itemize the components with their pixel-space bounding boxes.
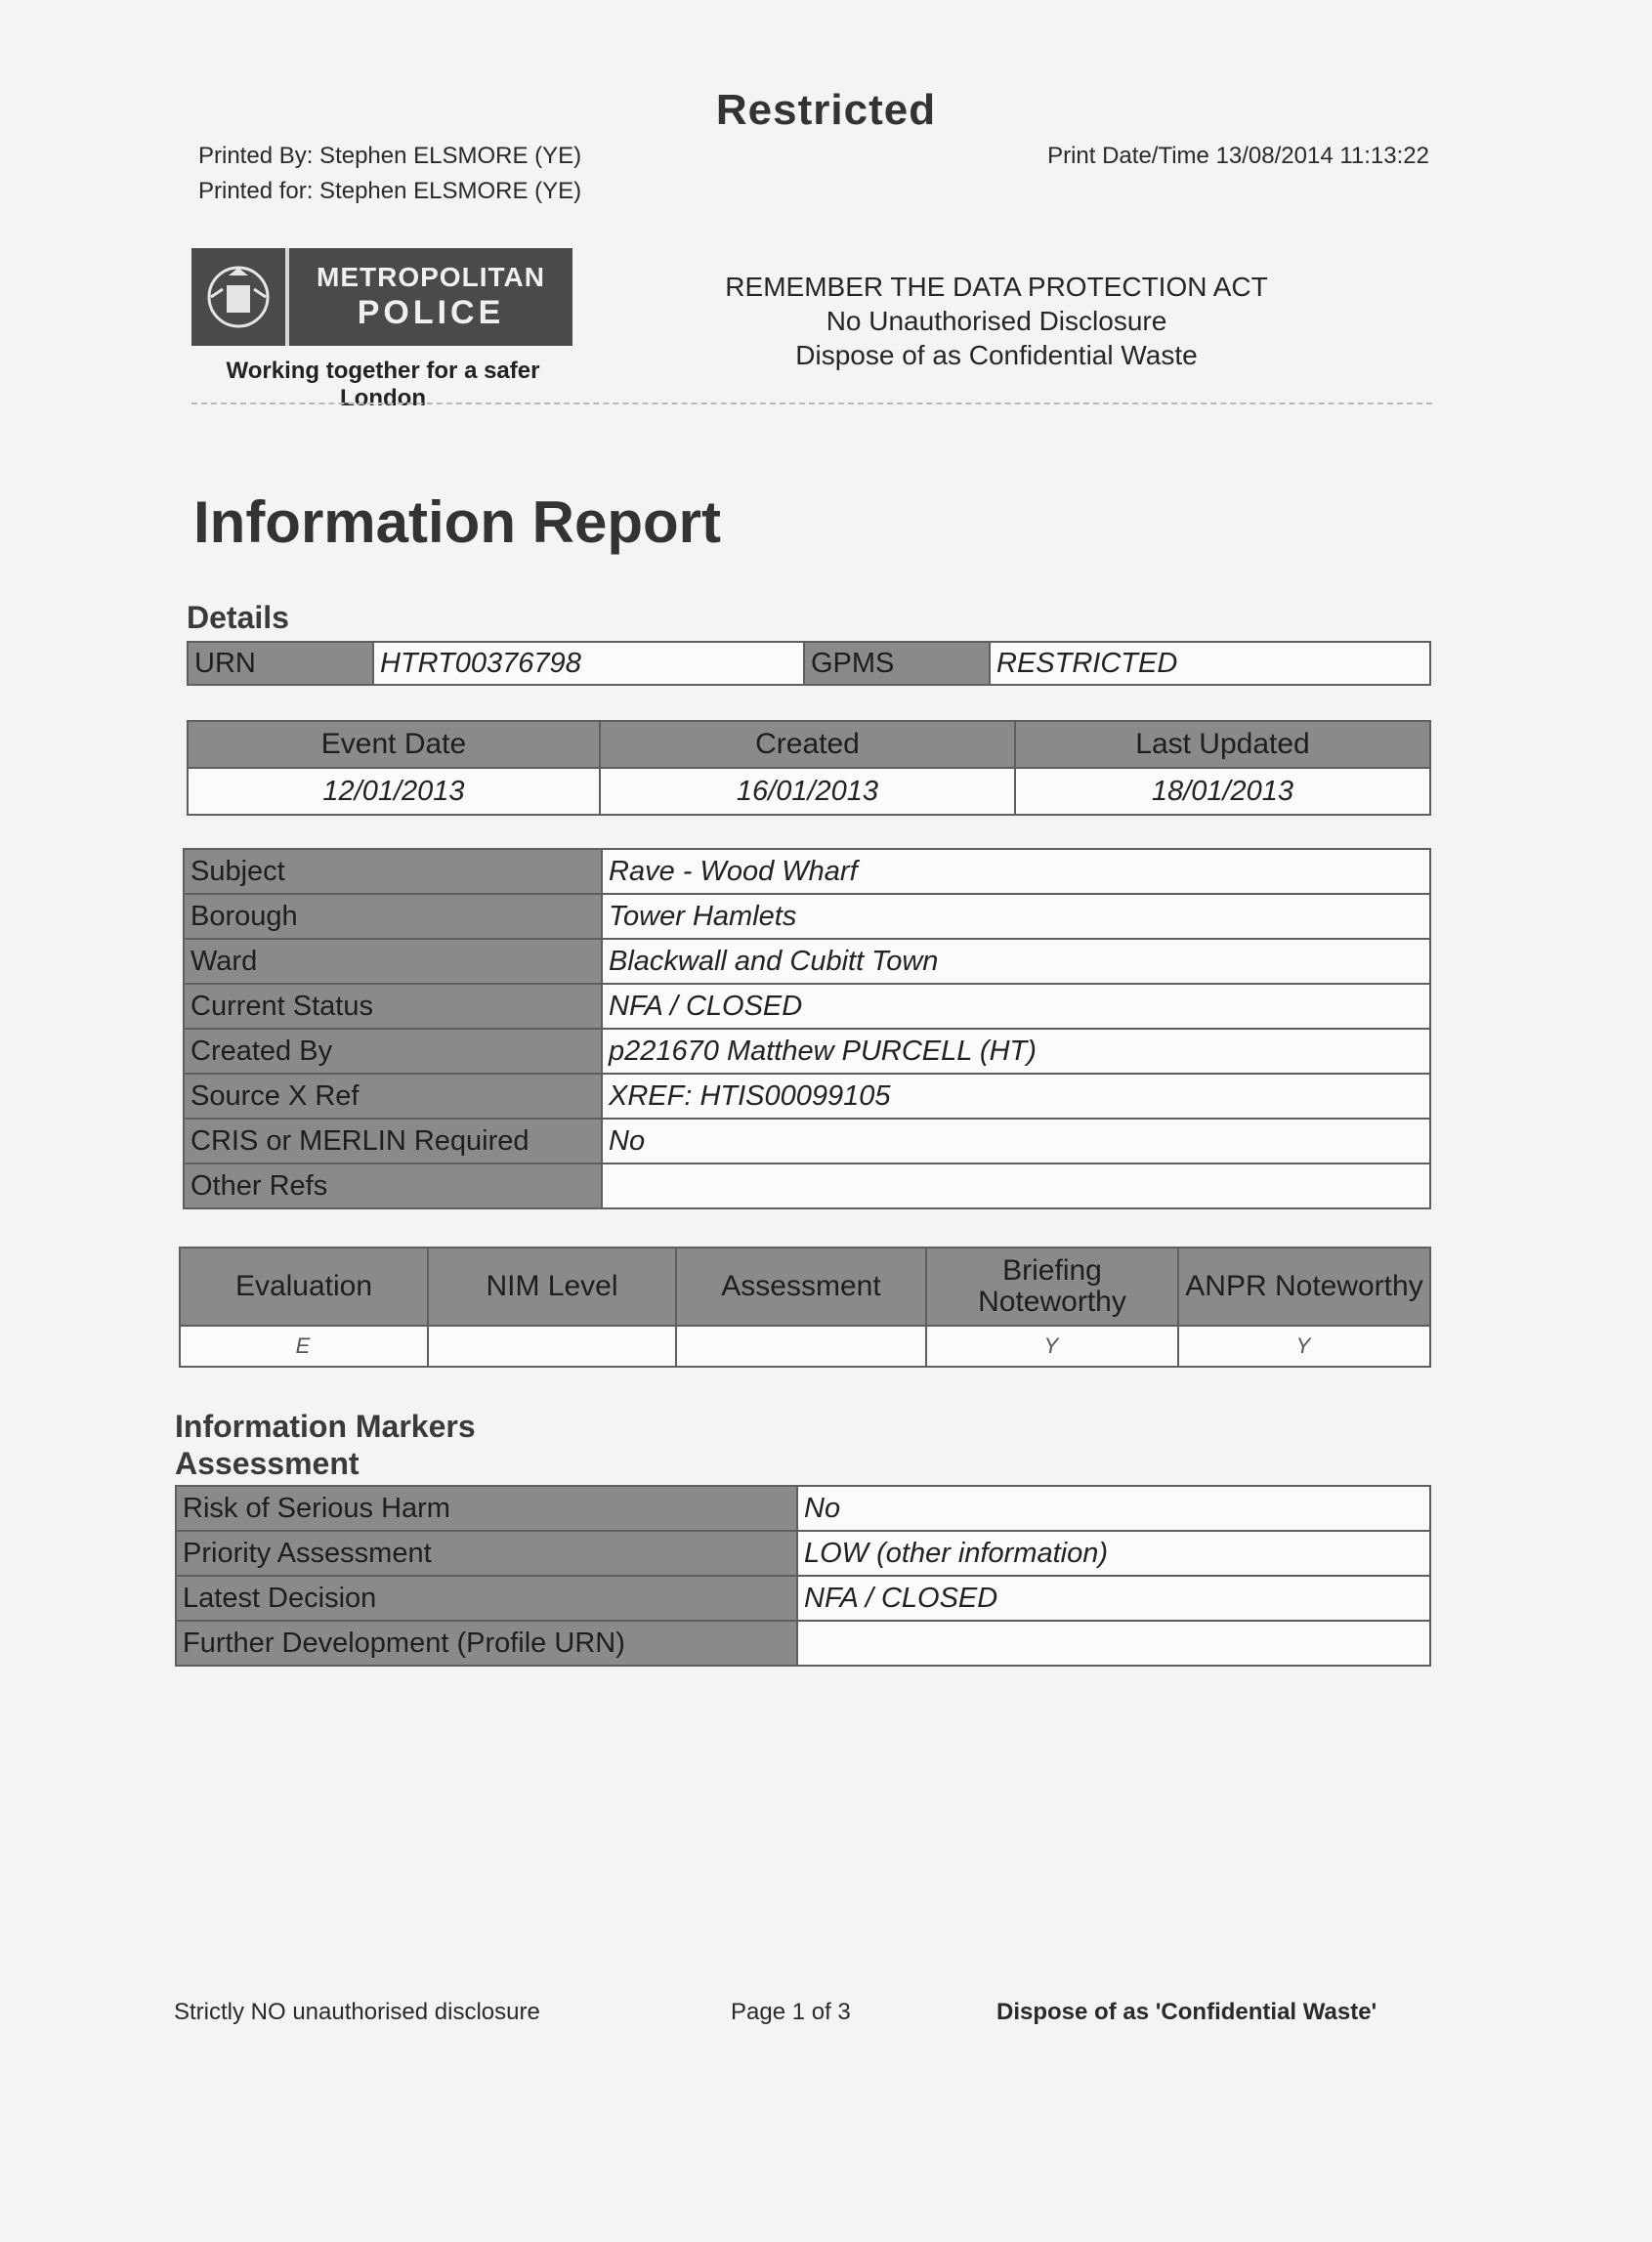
met-police-logo (191, 248, 572, 346)
subject-value: Rave - Wood Wharf (602, 849, 1430, 894)
event-date-value: 12/01/2013 (188, 768, 600, 815)
last-updated-value: 18/01/2013 (1015, 768, 1430, 815)
risk-harm-value: No (797, 1486, 1430, 1531)
notice-line1: REMEMBER THE DATA PROTECTION ACT (725, 272, 1268, 302)
details-label: Details (187, 600, 289, 635)
evaluation-value: E (180, 1326, 428, 1367)
created-by-value: p221670 Matthew PURCELL (HT) (602, 1029, 1430, 1074)
source-xref-label: Source X Ref (184, 1074, 602, 1119)
ward-label: Ward (184, 939, 602, 984)
priority-assessment-label: Priority Assessment (176, 1531, 797, 1576)
evaluation-header: Evaluation (180, 1248, 428, 1326)
borough-label: Borough (184, 894, 602, 939)
header-divider (191, 402, 1432, 404)
created-value: 16/01/2013 (600, 768, 1015, 815)
created-by-label: Created By (184, 1029, 602, 1074)
further-development-value (797, 1621, 1430, 1666)
logo-tagline: Working together for a safer London (226, 358, 540, 411)
briefing-noteworthy-value: Y (926, 1326, 1178, 1367)
printed-by: Printed By: Stephen ELSMORE (YE) (198, 143, 582, 169)
logo-line1: METROPOLITAN (317, 261, 545, 292)
page-number: Page 1 of 3 (731, 1999, 851, 2025)
crest-icon (191, 248, 289, 346)
urn-value: HTRT00376798 (373, 642, 804, 685)
current-status-value: NFA / CLOSED (602, 984, 1430, 1029)
classification-heading: Restricted (715, 86, 937, 134)
ward-value: Blackwall and Cubitt Town (602, 939, 1430, 984)
data-protection-notice (674, 270, 1319, 372)
last-updated-header: Last Updated (1015, 721, 1430, 768)
urn-label: URN (188, 642, 373, 685)
markers-table (175, 1485, 1431, 1667)
notice-line2: No Unauthorised Disclosure (826, 306, 1167, 336)
footer-left: Strictly NO unauthorised disclosure (174, 1999, 540, 2025)
borough-value: Tower Hamlets (602, 894, 1430, 939)
dates-table (187, 720, 1431, 816)
anpr-noteworthy-header: ANPR Noteworthy (1178, 1248, 1430, 1326)
further-development-label: Further Development (Profile URN) (176, 1621, 797, 1666)
briefing-noteworthy-header: Briefing Noteworthy (926, 1248, 1178, 1326)
priority-assessment-value: LOW (other information) (797, 1531, 1430, 1576)
evaluation-table (179, 1247, 1431, 1368)
created-header: Created (600, 721, 1015, 768)
other-refs-label: Other Refs (184, 1163, 602, 1208)
details-table (187, 641, 1431, 686)
anpr-noteworthy-value: Y (1178, 1326, 1430, 1367)
subject-label: Subject (184, 849, 602, 894)
notice-line3: Dispose of as Confidential Waste (795, 340, 1198, 370)
cris-merlin-label: CRIS or MERLIN Required (184, 1119, 602, 1163)
latest-decision-value: NFA / CLOSED (797, 1576, 1430, 1621)
latest-decision-label: Latest Decision (176, 1576, 797, 1621)
logo-line2: POLICE (357, 294, 505, 332)
info-table (183, 848, 1431, 1209)
source-xref-value: XREF: HTIS00099105 (602, 1074, 1430, 1119)
gpms-value: RESTRICTED (990, 642, 1430, 685)
nim-level-value (428, 1326, 676, 1367)
assessment-section-label: Assessment (175, 1446, 360, 1481)
event-date-header: Event Date (188, 721, 600, 768)
assessment-header: Assessment (676, 1248, 926, 1326)
cris-merlin-value: No (602, 1119, 1430, 1163)
risk-harm-label: Risk of Serious Harm (176, 1486, 797, 1531)
other-refs-value (602, 1163, 1430, 1208)
gpms-label: GPMS (804, 642, 990, 685)
information-markers-label: Information Markers (175, 1409, 476, 1444)
current-status-label: Current Status (184, 984, 602, 1029)
print-datetime: Print Date/Time 13/08/2014 11:13:22 (1047, 143, 1429, 169)
printed-for: Printed for: Stephen ELSMORE (YE) (198, 178, 582, 204)
page-title: Information Report (193, 489, 721, 555)
assessment-value (676, 1326, 926, 1367)
footer-right: Dispose of as 'Confidential Waste' (996, 1999, 1377, 2025)
nim-level-header: NIM Level (428, 1248, 676, 1326)
